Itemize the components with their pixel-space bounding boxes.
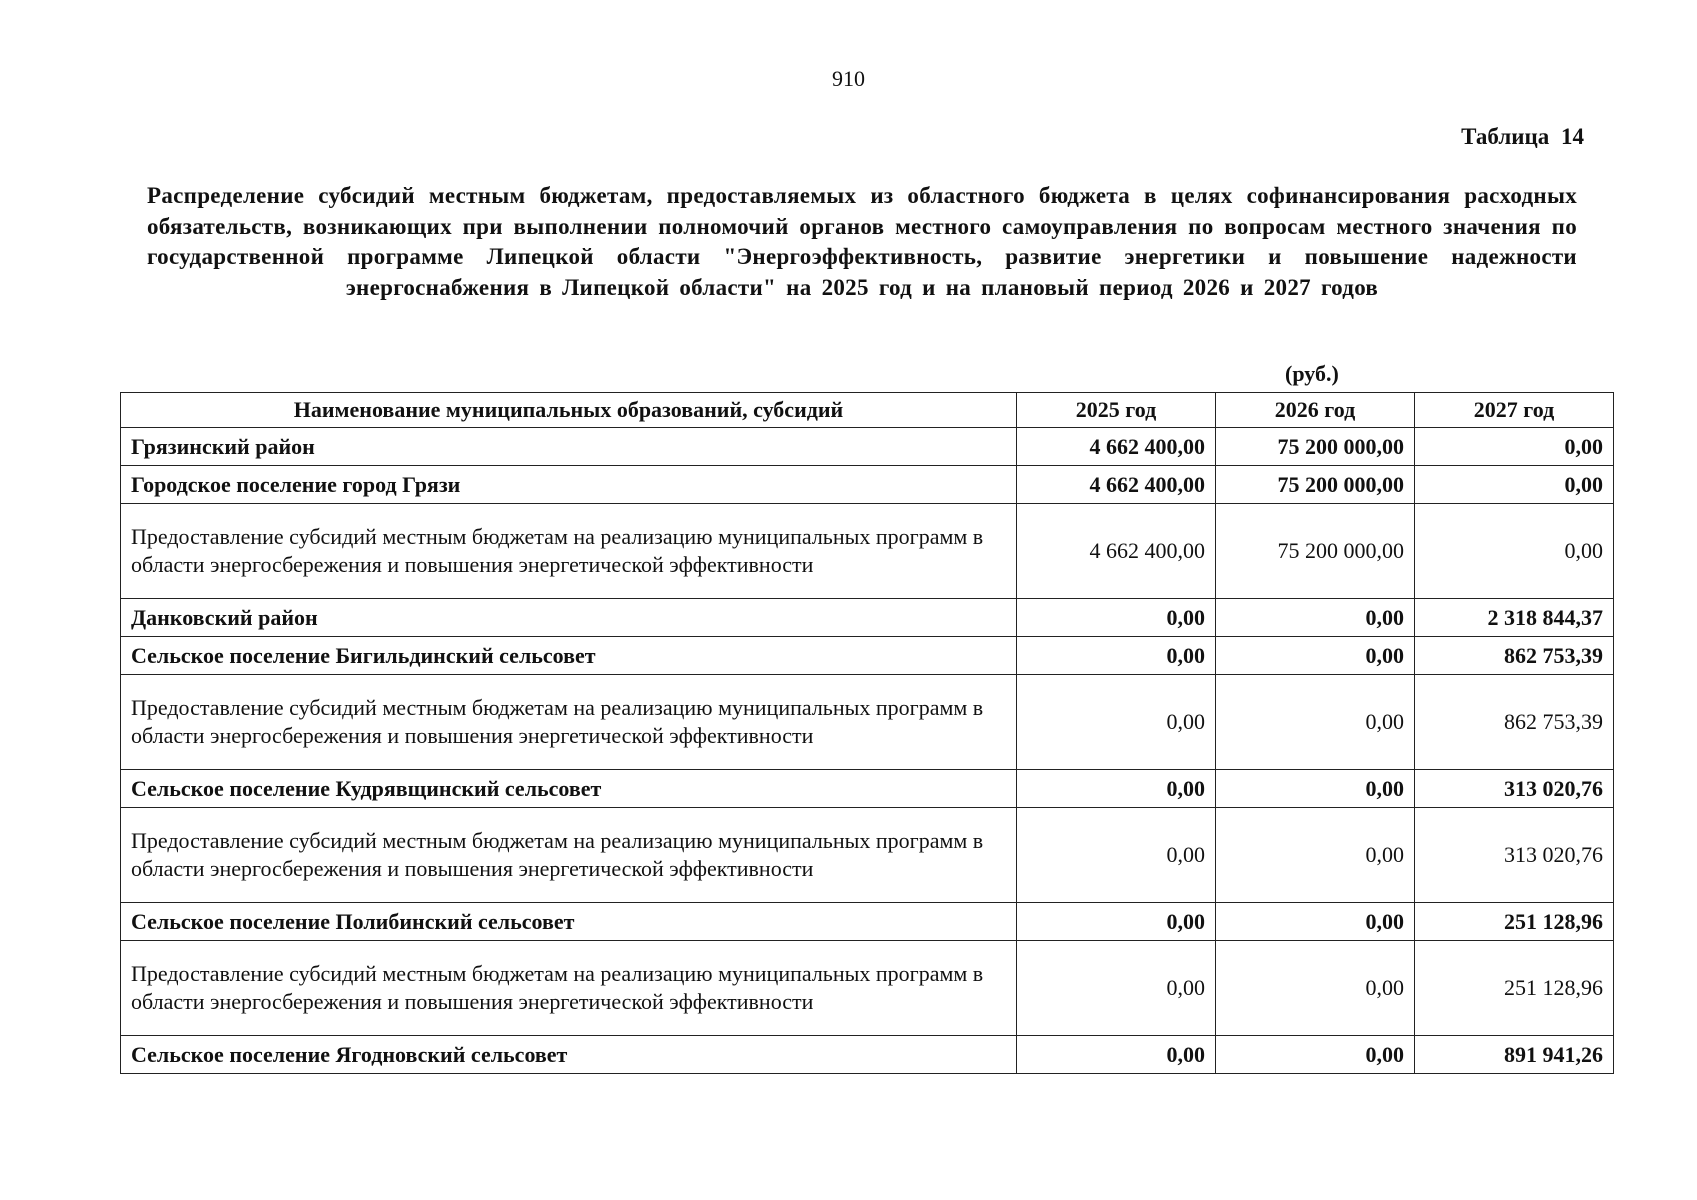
cell-2026: 0,00 [1216, 903, 1415, 941]
table-row [121, 675, 1614, 770]
cell-2026: 75 200 000,00 [1216, 504, 1415, 599]
cell-2027: 0,00 [1415, 466, 1614, 504]
cell-name: Предоставление субсидий местным бюджетам на реализацию муниципальных программ в области энергосбережения и повышения энергетической эффективности [121, 941, 1017, 1036]
cell-name: Сельское поселение Кудрявщинский сельсовет [121, 770, 1017, 808]
table-row [121, 599, 1614, 637]
cell-2025: 0,00 [1017, 637, 1216, 675]
header-2025: 2025 год [1017, 393, 1216, 428]
cell-name: Предоставление субсидий местным бюджетам на реализацию муниципальных программ в области энергосбережения и повышения энергетической эффективности [121, 808, 1017, 903]
table-row [121, 428, 1614, 466]
cell-2027: 313 020,76 [1415, 770, 1614, 808]
cell-2026: 0,00 [1216, 1036, 1415, 1074]
table-row [121, 466, 1614, 504]
cell-name: Грязинский район [121, 428, 1017, 466]
header-name: Наименование муниципальных образований, субсидий [121, 393, 1017, 428]
table-header-row [121, 393, 1614, 428]
cell-name: Предоставление субсидий местным бюджетам на реализацию муниципальных программ в области энергосбережения и повышения энергетической эффективности [121, 504, 1017, 599]
cell-2025: 4 662 400,00 [1017, 428, 1216, 466]
cell-2026: 0,00 [1216, 599, 1415, 637]
table-row [121, 941, 1614, 1036]
cell-name: Городское поселение город Грязи [121, 466, 1017, 504]
cell-2027: 251 128,96 [1415, 903, 1614, 941]
cell-name: Данковский район [121, 599, 1017, 637]
page-number: 910 [832, 66, 865, 91]
table-label: Таблица 14 [1461, 124, 1584, 149]
table-row [121, 903, 1614, 941]
cell-name: Сельское поселение Ягодновский сельсовет [121, 1036, 1017, 1074]
cell-2027: 0,00 [1415, 504, 1614, 599]
table-row [121, 504, 1614, 599]
cell-2026: 0,00 [1216, 941, 1415, 1036]
table-row [121, 808, 1614, 903]
cell-2025: 0,00 [1017, 599, 1216, 637]
subsidy-table [120, 392, 1614, 1074]
document-title: Распределение субсидий местным бюджетам, предоставляемых из областного бюджета в целях софинансирования расходных обязательств, возникающих при выполнении полномочий органов местного самоуправления по вопросам местного значения по государственной программе Липецкой области "Энергоэффективность, развитие энергетики и повышение надежности энергоснабжения в Липецкой области" на 2025 год и на плановый период 2026 и 2027 годов [147, 183, 1577, 300]
unit-label: (руб.) [1285, 361, 1339, 386]
cell-2027: 251 128,96 [1415, 941, 1614, 1036]
cell-2027: 2 318 844,37 [1415, 599, 1614, 637]
cell-2026: 75 200 000,00 [1216, 428, 1415, 466]
cell-2026: 0,00 [1216, 675, 1415, 770]
table-body [121, 428, 1614, 1074]
cell-2027: 862 753,39 [1415, 675, 1614, 770]
cell-2025: 0,00 [1017, 808, 1216, 903]
cell-2025: 0,00 [1017, 903, 1216, 941]
table-row [121, 637, 1614, 675]
cell-2027: 313 020,76 [1415, 808, 1614, 903]
cell-2027: 891 941,26 [1415, 1036, 1614, 1074]
table-row [121, 770, 1614, 808]
cell-name: Предоставление субсидий местным бюджетам на реализацию муниципальных программ в области энергосбережения и повышения энергетической эффективности [121, 675, 1017, 770]
cell-2025: 0,00 [1017, 675, 1216, 770]
cell-2026: 0,00 [1216, 637, 1415, 675]
cell-2025: 4 662 400,00 [1017, 504, 1216, 599]
header-2027: 2027 год [1415, 393, 1614, 428]
cell-2026: 0,00 [1216, 808, 1415, 903]
cell-2027: 0,00 [1415, 428, 1614, 466]
cell-2026: 75 200 000,00 [1216, 466, 1415, 504]
cell-2025: 0,00 [1017, 941, 1216, 1036]
cell-2025: 0,00 [1017, 770, 1216, 808]
table-row [121, 1036, 1614, 1074]
cell-2025: 4 662 400,00 [1017, 466, 1216, 504]
cell-2027: 862 753,39 [1415, 637, 1614, 675]
cell-2025: 0,00 [1017, 1036, 1216, 1074]
cell-name: Сельское поселение Бигильдинский сельсовет [121, 637, 1017, 675]
cell-name: Сельское поселение Полибинский сельсовет [121, 903, 1017, 941]
header-2026: 2026 год [1216, 393, 1415, 428]
cell-2026: 0,00 [1216, 770, 1415, 808]
